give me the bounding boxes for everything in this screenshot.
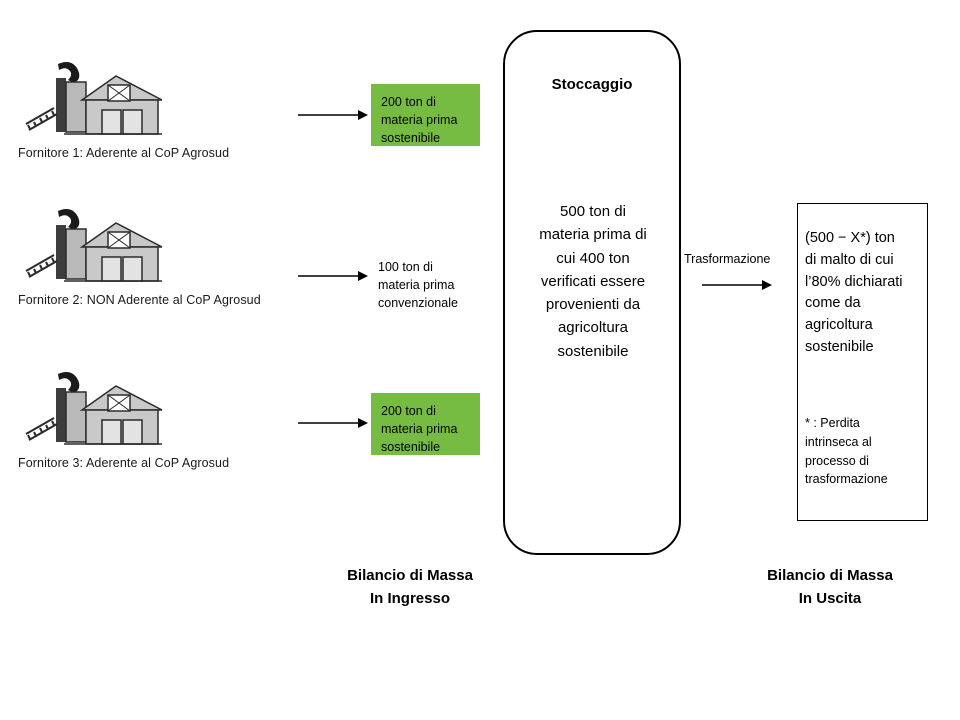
supplier-label-1: Fornitore 1: Aderente al CoP Agrosud <box>18 146 230 160</box>
supplier-label-2: Fornitore 2: NON Aderente al CoP Agrosud <box>18 293 261 307</box>
footer-input-line-1: Bilancio di Massa <box>347 567 473 584</box>
input-box-3-line-1: 200 ton di <box>381 404 436 418</box>
input-label-2-line-3: convenzionale <box>378 296 458 311</box>
output-main-line-6: sostenibile <box>805 338 874 355</box>
storage-body-line-1: 500 ton di <box>560 203 626 220</box>
flow-arrow-2 <box>296 265 368 292</box>
output-main-line-1: (500 − X*) ton <box>805 230 895 246</box>
flow-arrow-3 <box>296 412 368 439</box>
input-box-3-line-2: materia prima <box>381 422 458 437</box>
storage-body <box>513 200 673 363</box>
input-box-3 <box>371 393 480 455</box>
footer-output <box>720 565 940 610</box>
input-label-2 <box>378 258 493 312</box>
farm-icon <box>20 58 170 144</box>
output-main-line-2: di malto di cui <box>805 251 894 268</box>
storage-body-line-7: sostenibile <box>557 342 629 360</box>
supplier-block-1 <box>10 58 300 160</box>
input-label-2-line-1: 100 ton di <box>378 260 433 274</box>
input-box-1-line-2: materia prima <box>381 113 458 128</box>
footer-output-line-1: Bilancio di Massa <box>767 567 893 584</box>
footer-input-line-2: In Ingresso <box>369 589 451 607</box>
footer-output-line-2: In Uscita <box>798 589 862 607</box>
storage-body-line-4: verificati essere <box>540 272 646 290</box>
supplier-block-3 <box>10 368 300 470</box>
input-box-1 <box>371 84 480 146</box>
supplier-label-3: Fornitore 3: Aderente al CoP Agrosud <box>18 456 230 470</box>
output-note-line-4: trasformazione <box>805 472 888 487</box>
storage-title: Stoccaggio <box>551 76 633 93</box>
supplier-block-2 <box>10 205 300 307</box>
output-main-line-4: come da <box>805 295 861 312</box>
output-note-line-2: intrinseca al <box>805 434 872 449</box>
storage-body-line-5: provenienti da <box>545 296 641 313</box>
storage-body-line-3: cui 400 ton <box>556 249 630 267</box>
farm-icon <box>20 205 170 291</box>
output-main-line-3: l’80% dichiarati <box>805 273 903 290</box>
transformation-arrow <box>700 274 772 301</box>
input-box-1-line-3: sostenibile <box>381 131 441 146</box>
input-label-2-line-2: materia prima <box>378 278 455 293</box>
transformation-label: Trasformazione <box>684 252 771 266</box>
footer-input <box>300 565 520 610</box>
input-box-1-line-1: 200 ton di <box>381 95 436 109</box>
input-box-3-line-3: sostenibile <box>381 440 441 455</box>
output-main-text <box>805 228 923 359</box>
output-note-line-3: processo di <box>805 453 869 468</box>
output-note-line-1: * : Perdita <box>805 416 860 430</box>
farm-icon <box>20 368 170 454</box>
output-main-line-5: agricoltura <box>805 317 873 333</box>
output-note-text <box>805 414 923 489</box>
flow-arrow-1 <box>296 104 368 131</box>
storage-body-line-6: agricoltura <box>557 319 629 337</box>
storage-body-line-2: materia prima di <box>539 226 647 244</box>
